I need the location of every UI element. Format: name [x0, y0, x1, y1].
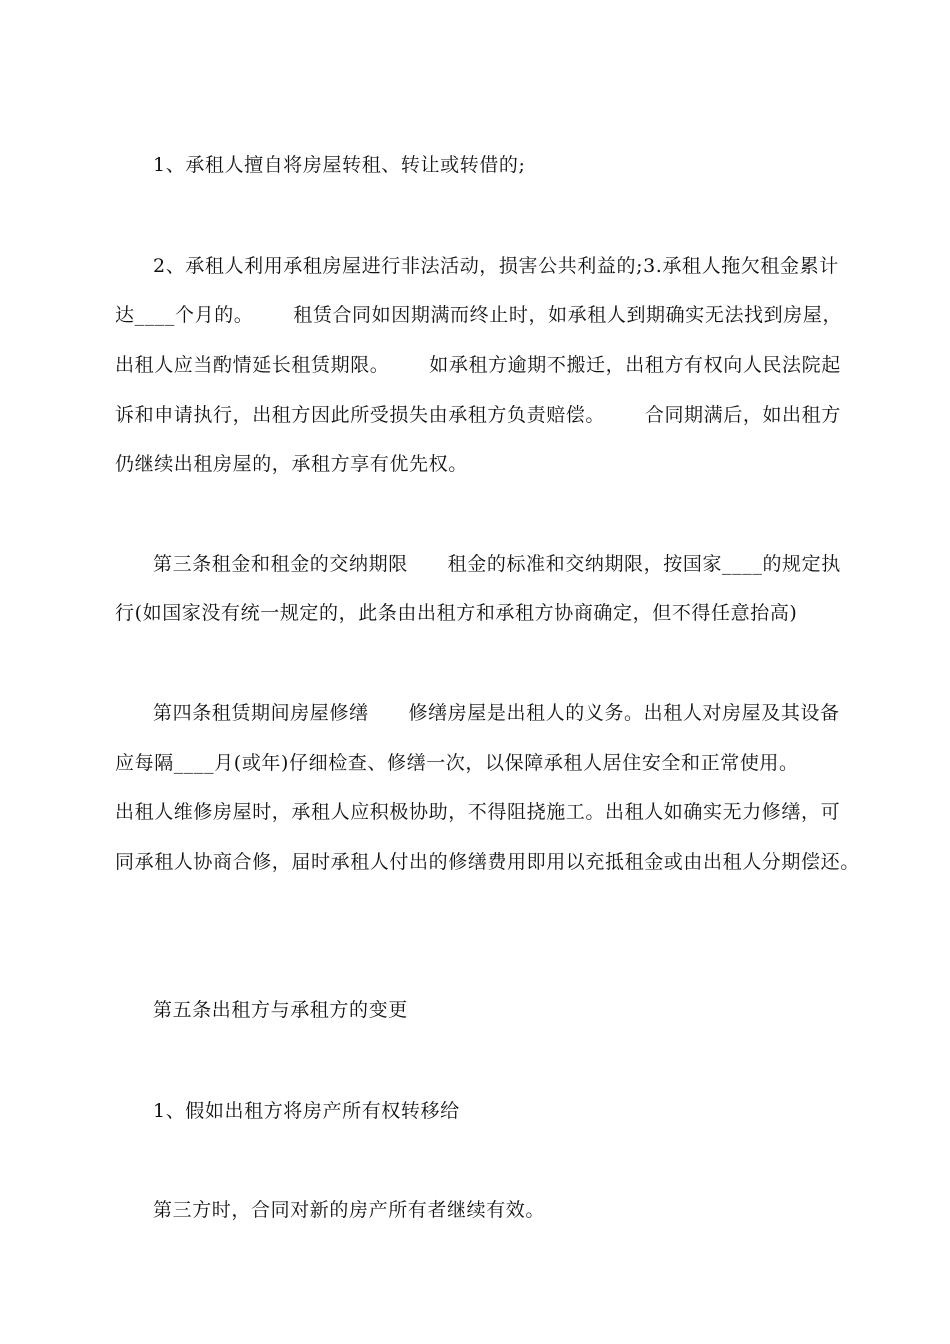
article-5-item-1-line-1: 1、假如出租方将房产所有权转移给	[153, 1100, 460, 1122]
clause-item-2-line-4: 诉和申请执行，出租方因此所受损失由承租方负责赔偿。 合同期满后，如出租方	[115, 404, 841, 426]
article-4-line-2: 应每隔____月(或年)仔细检查、修缮一次，以保障承租人居住安全和正常使用。	[115, 752, 799, 774]
article-4-line-3: 出租人维修房屋时，承租人应积极协助，不得阻挠施工。出租人如确实无力修缮，可	[115, 801, 841, 823]
article-3-line-2: 行(如国家没有统一规定的，此条由出租方和承租方协商确定，但不得任意抬高)	[115, 602, 798, 624]
clause-item-2-line-5: 仍继续出租房屋的，承租方享有优先权。	[115, 453, 468, 475]
article-4-line-4: 同承租人协商合修，届时承租人付出的修缮费用即用以充抵租金或由出租人分期偿还。	[115, 851, 860, 873]
clause-item-2-line-1: 2、承租人利用承租房屋进行非法活动，损害公共利益的;3.承租人拖欠租金累计	[153, 255, 839, 277]
clause-item-2-line-2: 达____个月的。 租赁合同如因期满而终止时，如承租人到期确实无法找到房屋，	[115, 304, 843, 326]
article-3-line-1: 第三条租金和租金的交纳期限 租金的标准和交纳期限，按国家____的规定执	[153, 553, 841, 575]
clause-item-1: 1、承租人擅自将房屋转租、转让或转借的;	[153, 154, 526, 176]
article-4-line-1: 第四条租赁期间房屋修缮 修缮房屋是出租人的义务。出租人对房屋及其设备	[153, 702, 840, 724]
clause-item-2-line-3: 出租人应当酌情延长租赁期限。 如承租方逾期不搬迁，出租方有权向人民法院起	[115, 354, 841, 376]
article-5-heading: 第五条出租方与承租方的变更	[153, 999, 408, 1021]
article-5-item-1-line-2: 第三方时，合同对新的房产所有者继续有效。	[153, 1199, 546, 1221]
